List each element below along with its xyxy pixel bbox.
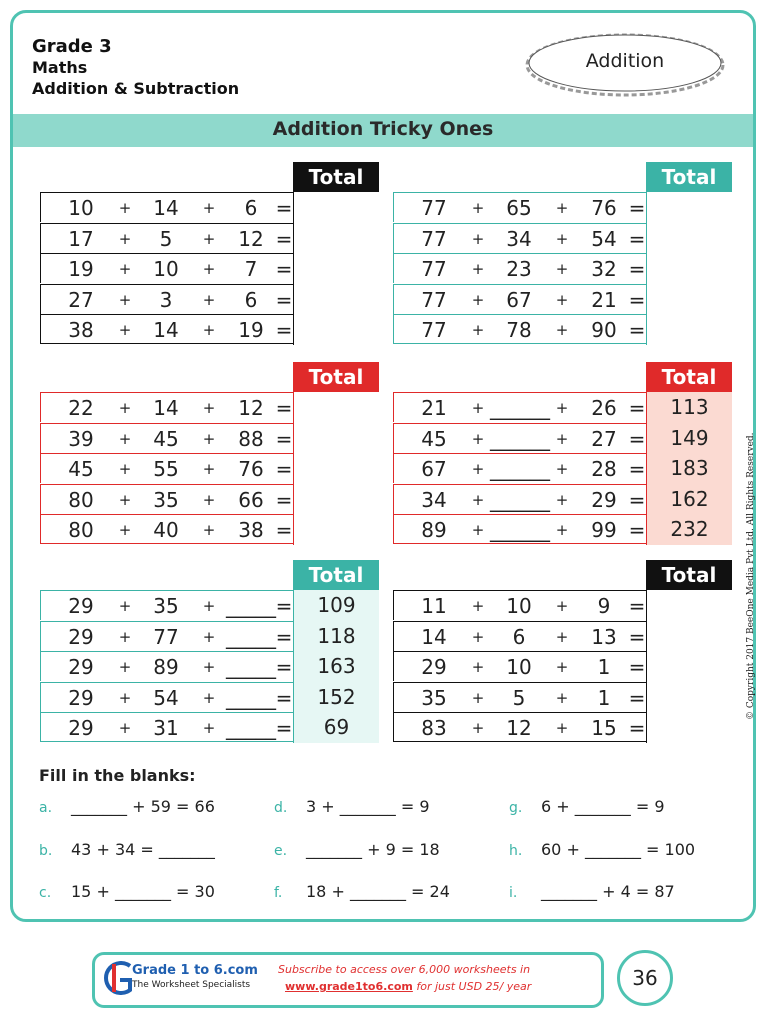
logo-tagline: The Worksheet Specialists	[132, 980, 251, 990]
table-row	[393, 392, 732, 422]
total-cell[interactable]	[293, 514, 379, 545]
plus-sign: +	[202, 688, 216, 707]
operand-1: 77	[421, 318, 447, 342]
operand-3: 32	[591, 257, 617, 281]
total-cell: 183	[646, 453, 732, 484]
worksheet-title: Addition Tricky Ones	[272, 118, 494, 140]
plus-sign: +	[555, 658, 569, 676]
operand-2: 3	[159, 287, 173, 312]
operand-1: 17	[68, 226, 94, 251]
operand-3: 66	[238, 487, 264, 512]
equals-sign: =	[275, 716, 293, 740]
total-cell[interactable]	[646, 223, 732, 254]
operand-3: 12	[238, 396, 264, 420]
table-row	[393, 712, 732, 742]
item-equation[interactable]: 60 + _______ = 100	[541, 840, 696, 859]
plus-sign: +	[202, 490, 216, 509]
operand-1: 29	[421, 655, 447, 679]
operand-3[interactable]: _____	[226, 716, 276, 740]
plus-sign: +	[118, 521, 132, 539]
plus-sign: +	[555, 688, 569, 707]
total-header: Total	[293, 362, 379, 392]
operand-1: 11	[421, 594, 447, 618]
plus-sign: +	[118, 229, 132, 248]
total-cell[interactable]	[646, 682, 732, 713]
topic-label: Addition & Subtraction	[32, 79, 240, 98]
equals-sign: =	[628, 396, 646, 420]
table-row	[393, 423, 732, 453]
total-header: Total	[646, 560, 732, 590]
fill-blanks-title: Fill in the blanks:	[39, 766, 196, 785]
operand-3: 1	[597, 685, 611, 710]
operand-3[interactable]: _____	[226, 655, 276, 679]
operand-2: 12	[506, 716, 532, 740]
total-cell[interactable]	[293, 314, 379, 345]
plus-sign: +	[118, 460, 132, 478]
total-cell: 149	[646, 423, 732, 454]
operand-1: 77	[421, 257, 447, 281]
equals-sign: =	[628, 716, 646, 740]
operand-3: 1	[597, 655, 611, 679]
operand-2: 5	[512, 685, 526, 710]
operand-3: 13	[591, 624, 617, 649]
operand-2: 6	[512, 624, 526, 649]
equals-sign: =	[275, 624, 293, 649]
plus-sign: +	[555, 627, 569, 646]
operand-2[interactable]: ______	[490, 457, 550, 481]
table-row	[393, 314, 732, 344]
operand-1: 45	[421, 426, 447, 451]
plus-sign: +	[202, 290, 216, 309]
total-header: Total	[293, 560, 379, 590]
plus-sign: +	[471, 321, 485, 339]
total-cell[interactable]	[646, 253, 732, 284]
item-equation[interactable]: _______ + 59 = 66	[71, 797, 215, 816]
operand-1: 29	[68, 716, 94, 740]
operand-2: 14	[153, 196, 179, 220]
total-cell[interactable]	[646, 621, 732, 652]
operand-2: 34	[506, 226, 532, 251]
operand-3[interactable]: _____	[226, 594, 276, 618]
operand-3: 9	[597, 594, 611, 618]
plus-sign: +	[202, 399, 216, 417]
operand-2: 35	[153, 594, 179, 618]
fill-item	[274, 840, 440, 859]
plus-sign: +	[202, 627, 216, 646]
equals-sign: =	[275, 594, 293, 618]
item-equation[interactable]: 15 + _______ = 30	[71, 882, 215, 901]
operand-1: 19	[68, 257, 94, 281]
item-letter: g.	[509, 800, 523, 816]
table-row	[40, 514, 379, 544]
total-cell: 152	[293, 682, 379, 713]
table-row	[40, 453, 379, 483]
plus-sign: +	[555, 260, 569, 278]
equals-sign: =	[628, 257, 646, 281]
plus-sign: +	[471, 460, 485, 478]
operand-3: 15	[591, 716, 617, 740]
total-cell[interactable]	[293, 284, 379, 315]
total-cell[interactable]	[646, 712, 732, 743]
operand-3: 90	[591, 318, 617, 342]
table-row	[40, 253, 379, 283]
equals-sign: =	[275, 655, 293, 679]
total-cell: 118	[293, 621, 379, 652]
plus-sign: +	[471, 658, 485, 676]
plus-sign: +	[471, 688, 485, 707]
plus-sign: +	[118, 429, 132, 448]
total-cell[interactable]	[293, 453, 379, 484]
plus-sign: +	[555, 719, 569, 737]
operand-2: 5	[159, 226, 173, 251]
operand-2: 67	[506, 287, 532, 312]
operand-1: 29	[68, 685, 94, 710]
plus-sign: +	[118, 658, 132, 676]
fill-item	[274, 797, 430, 816]
subscribe-link[interactable]: www.grade1to6.com	[285, 980, 413, 993]
table-row	[40, 223, 379, 253]
total-header: Total	[646, 362, 732, 392]
operand-1: 80	[68, 518, 94, 542]
total-cell: 162	[646, 484, 732, 515]
plus-sign: +	[118, 627, 132, 646]
item-letter: h.	[509, 843, 523, 859]
total-cell[interactable]	[646, 284, 732, 315]
operand-1: 29	[68, 594, 94, 618]
item-letter: b.	[39, 843, 53, 859]
table-row	[393, 590, 732, 620]
operand-1: 35	[421, 685, 447, 710]
operand-2[interactable]: ______	[490, 487, 550, 512]
operand-1: 29	[68, 624, 94, 649]
operand-2: 77	[153, 624, 179, 649]
total-cell[interactable]	[646, 314, 732, 345]
operand-1: 80	[68, 487, 94, 512]
operand-1: 83	[421, 716, 447, 740]
plus-sign: +	[118, 399, 132, 417]
total-cell: 113	[646, 392, 732, 423]
operand-2[interactable]: ______	[490, 518, 550, 542]
operand-3: 54	[591, 226, 617, 251]
subscribe-line2	[285, 980, 531, 993]
plus-sign: +	[471, 229, 485, 248]
item-equation[interactable]: 3 + _______ = 9	[306, 797, 430, 816]
operand-3: 76	[591, 196, 617, 220]
plus-sign: +	[555, 521, 569, 539]
fill-item	[39, 797, 215, 816]
operand-2: 54	[153, 685, 179, 710]
plus-sign: +	[471, 399, 485, 417]
plus-sign: +	[471, 429, 485, 448]
plus-sign: +	[202, 658, 216, 676]
total-cell[interactable]	[293, 223, 379, 254]
total-cell[interactable]	[293, 423, 379, 454]
table-row	[393, 453, 732, 483]
total-header: Total	[293, 162, 379, 192]
equals-sign: =	[275, 318, 293, 342]
operand-3: 28	[591, 457, 617, 481]
item-letter: e.	[274, 843, 288, 859]
plus-sign: +	[555, 321, 569, 339]
equals-sign: =	[275, 487, 293, 512]
table-row	[40, 651, 379, 681]
operand-3: 27	[591, 426, 617, 451]
subscribe-text: Subscribe to access over 6,000 worksheets in	[278, 963, 531, 976]
page-number: 36	[617, 950, 673, 1006]
total-cell[interactable]	[293, 192, 379, 223]
plus-sign: +	[118, 688, 132, 707]
operand-3: 6	[244, 287, 258, 312]
operand-2[interactable]: ______	[490, 426, 550, 451]
table-row	[393, 621, 732, 651]
logo-name: Grade 1 to 6.com	[132, 963, 258, 978]
operand-3: 26	[591, 396, 617, 420]
subscribe-price: for just USD 25/ year	[412, 980, 532, 993]
plus-sign: +	[202, 597, 216, 615]
table-row	[40, 192, 379, 222]
table-row	[393, 514, 732, 544]
plus-sign: +	[118, 321, 132, 339]
fill-item	[509, 882, 675, 901]
plus-sign: +	[202, 719, 216, 737]
equals-sign: =	[275, 196, 293, 220]
plus-sign: +	[555, 597, 569, 615]
operand-1: 39	[68, 426, 94, 451]
item-equation[interactable]: _______ + 9 = 18	[306, 840, 440, 859]
equals-sign: =	[628, 226, 646, 251]
operand-3: 76	[238, 457, 264, 481]
plus-sign: +	[202, 199, 216, 217]
plus-sign: +	[471, 490, 485, 509]
equals-sign: =	[628, 655, 646, 679]
operand-2: 65	[506, 196, 532, 220]
item-letter: d.	[274, 800, 288, 816]
equals-sign: =	[628, 196, 646, 220]
plus-sign: +	[555, 429, 569, 448]
operand-1: 10	[68, 196, 94, 220]
plus-sign: +	[555, 229, 569, 248]
plus-sign: +	[471, 521, 485, 539]
plus-sign: +	[202, 429, 216, 448]
plus-sign: +	[118, 719, 132, 737]
plus-sign: +	[118, 199, 132, 217]
table-row	[393, 284, 732, 314]
table-row	[40, 712, 379, 742]
operand-2: 23	[506, 257, 532, 281]
operand-2: 89	[153, 655, 179, 679]
operand-3: 12	[238, 226, 264, 251]
equals-sign: =	[275, 685, 293, 710]
plus-sign: +	[118, 597, 132, 615]
fill-item	[509, 840, 695, 859]
table-row	[393, 651, 732, 681]
operand-3: 7	[244, 257, 258, 281]
plus-sign: +	[202, 229, 216, 248]
table-row	[393, 223, 732, 253]
total-cell: 232	[646, 514, 732, 545]
plus-sign: +	[555, 460, 569, 478]
operand-3: 29	[591, 487, 617, 512]
equals-sign: =	[628, 518, 646, 542]
equals-sign: =	[628, 287, 646, 312]
total-header: Total	[646, 162, 732, 192]
item-letter: f.	[274, 885, 283, 901]
total-cell[interactable]	[293, 392, 379, 423]
total-cell[interactable]	[293, 484, 379, 515]
equals-sign: =	[628, 685, 646, 710]
equals-sign: =	[275, 287, 293, 312]
item-equation[interactable]: 6 + _______ = 9	[541, 797, 665, 816]
plus-sign: +	[202, 521, 216, 539]
plus-sign: +	[471, 719, 485, 737]
operand-3: 19	[238, 318, 264, 342]
operand-2: 45	[153, 426, 179, 451]
operand-2: 78	[506, 318, 532, 342]
table-row	[40, 284, 379, 314]
fill-item	[39, 840, 215, 859]
operand-1: 77	[421, 196, 447, 220]
operand-3: 99	[591, 518, 617, 542]
equals-sign: =	[628, 457, 646, 481]
plus-sign: +	[202, 260, 216, 278]
operand-1: 77	[421, 226, 447, 251]
table-row	[40, 392, 379, 422]
plus-sign: +	[555, 490, 569, 509]
table-row	[393, 484, 732, 514]
plus-sign: +	[202, 321, 216, 339]
item-letter: c.	[39, 885, 52, 901]
operand-2: 31	[153, 716, 179, 740]
plus-sign: +	[471, 627, 485, 646]
table-row	[393, 253, 732, 283]
operand-2: 35	[153, 487, 179, 512]
fill-item	[509, 797, 665, 816]
plus-sign: +	[471, 597, 485, 615]
plus-sign: +	[471, 290, 485, 309]
plus-sign: +	[555, 399, 569, 417]
subject-label: Maths	[32, 58, 88, 77]
operand-3: 21	[591, 287, 617, 312]
table-row	[40, 423, 379, 453]
table-row	[40, 314, 379, 344]
operand-3: 88	[238, 426, 264, 451]
operand-1: 27	[68, 287, 94, 312]
operand-2: 14	[153, 396, 179, 420]
plus-sign: +	[118, 260, 132, 278]
table-row	[40, 621, 379, 651]
operand-2: 10	[506, 655, 532, 679]
total-cell[interactable]	[646, 192, 732, 223]
plus-sign: +	[555, 199, 569, 217]
total-cell[interactable]	[646, 590, 732, 621]
total-cell: 109	[293, 590, 379, 621]
item-equation[interactable]: 18 + _______ = 24	[306, 882, 450, 901]
operand-1: 89	[421, 518, 447, 542]
operand-3[interactable]: _____	[226, 624, 276, 649]
operand-1: 38	[68, 318, 94, 342]
operand-1: 29	[68, 655, 94, 679]
item-equation[interactable]: _______ + 4 = 87	[541, 882, 675, 901]
equals-sign: =	[275, 518, 293, 542]
plus-sign: +	[471, 260, 485, 278]
operand-1: 77	[421, 287, 447, 312]
equals-sign: =	[275, 457, 293, 481]
operand-1: 22	[68, 396, 94, 420]
grade-label: Grade 3	[32, 36, 112, 57]
operand-2[interactable]: ______	[490, 396, 550, 420]
plus-sign: +	[471, 199, 485, 217]
operand-1: 21	[421, 396, 447, 420]
table-row	[40, 590, 379, 620]
equals-sign: =	[275, 226, 293, 251]
equals-sign: =	[628, 487, 646, 512]
total-cell: 163	[293, 651, 379, 682]
operand-2: 14	[153, 318, 179, 342]
equals-sign: =	[628, 426, 646, 451]
operand-3[interactable]: _____	[226, 685, 276, 710]
plus-sign: +	[118, 490, 132, 509]
item-letter: i.	[509, 885, 518, 901]
plus-sign: +	[118, 290, 132, 309]
total-cell[interactable]	[293, 253, 379, 284]
operand-1: 45	[68, 457, 94, 481]
table-row	[40, 682, 379, 712]
badge-label: Addition	[585, 50, 665, 72]
equals-sign: =	[628, 594, 646, 618]
operand-2: 40	[153, 518, 179, 542]
equals-sign: =	[628, 624, 646, 649]
equals-sign: =	[275, 396, 293, 420]
equals-sign: =	[628, 318, 646, 342]
table-row	[393, 682, 732, 712]
copyright-text: © Copyright 2017 BeeOne Media Pvt Ltd. All Rights Reserved.	[746, 432, 756, 720]
operand-3: 6	[244, 196, 258, 220]
operand-3: 38	[238, 518, 264, 542]
table-row	[40, 484, 379, 514]
operand-1: 67	[421, 457, 447, 481]
item-equation[interactable]: 43 + 34 = _______	[71, 840, 215, 859]
operand-2: 10	[506, 594, 532, 618]
fill-item	[274, 882, 450, 901]
operand-2: 55	[153, 457, 179, 481]
total-cell[interactable]	[646, 651, 732, 682]
total-cell: 69	[293, 712, 379, 743]
equals-sign: =	[275, 426, 293, 451]
plus-sign: +	[202, 460, 216, 478]
item-letter: a.	[39, 800, 53, 816]
table-row	[393, 192, 732, 222]
equals-sign: =	[275, 257, 293, 281]
operand-2: 10	[153, 257, 179, 281]
plus-sign: +	[555, 290, 569, 309]
fill-item	[39, 882, 215, 901]
operand-1: 14	[421, 624, 447, 649]
operand-1: 34	[421, 487, 447, 512]
